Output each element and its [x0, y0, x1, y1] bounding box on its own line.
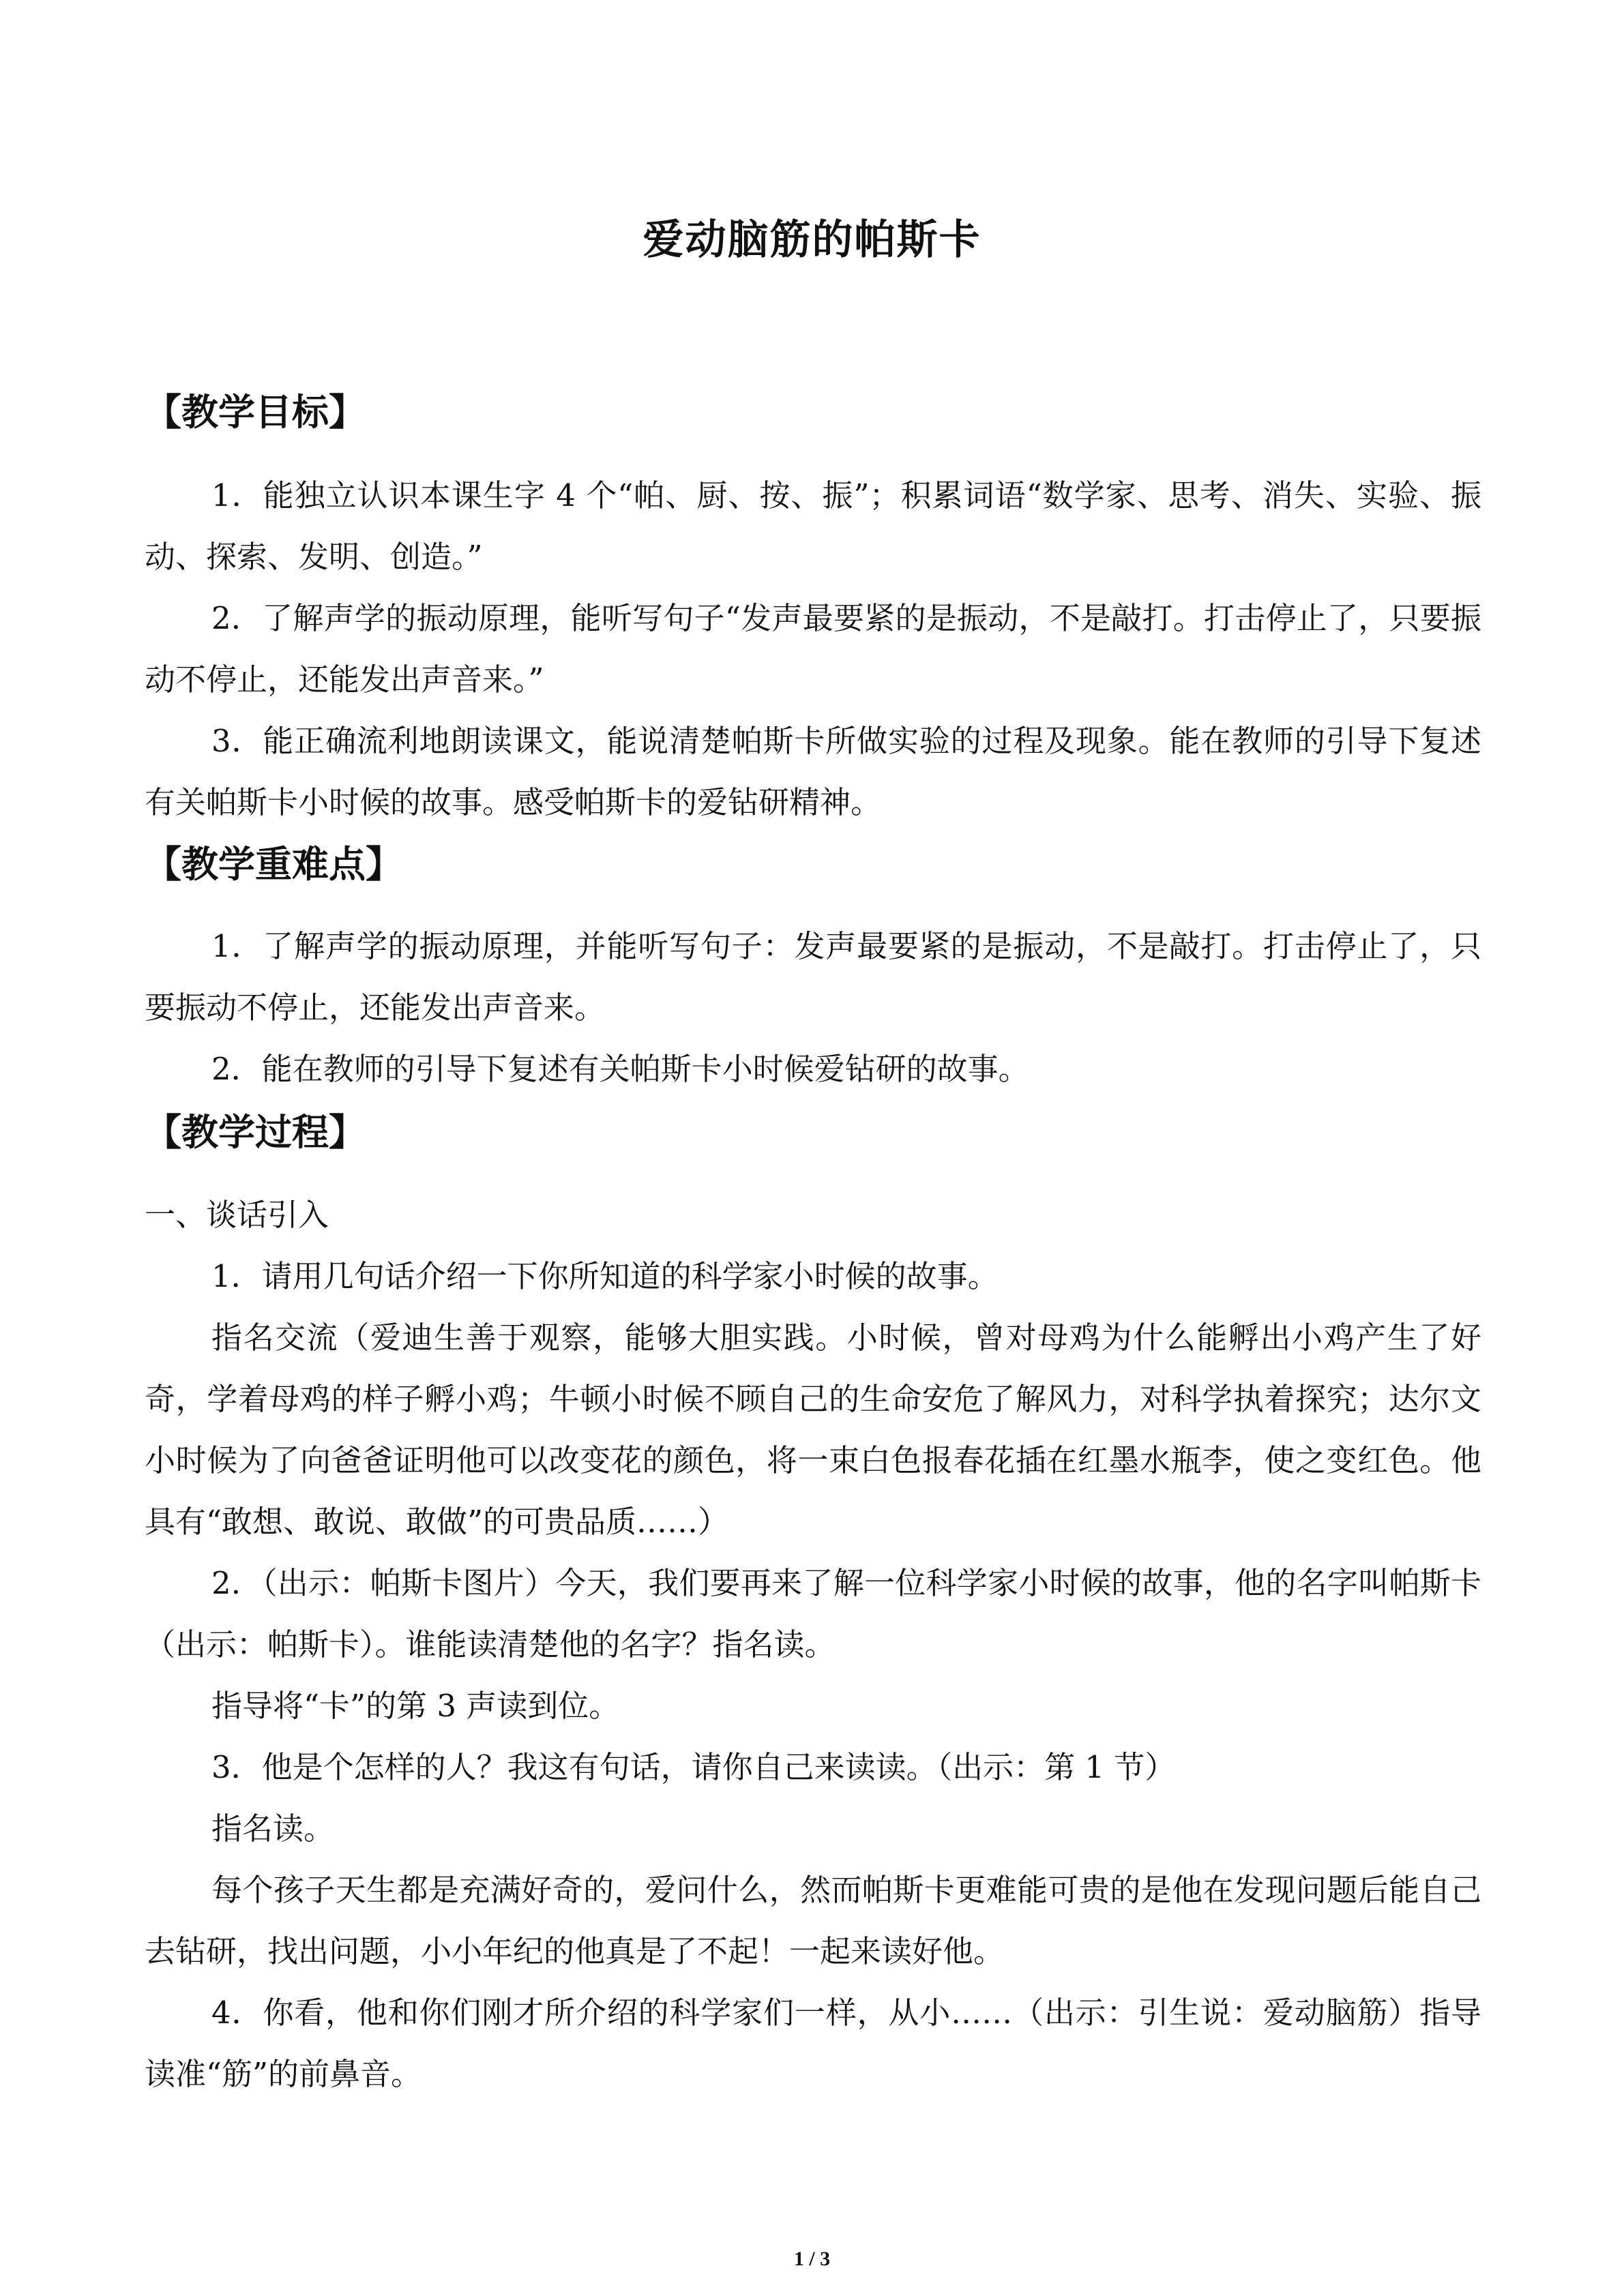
process-paragraph-8: 4．你看，他和你们刚才所介绍的科学家们一样，从小……（出示：引生说：爱动脑筋）指导读准“筋”的前鼻音。: [145, 1995, 1481, 2092]
process-paragraph-3: 2．（出示：帕斯卡图片）今天，我们要再来了解一位科学家小时候的故事，他的名字叫帕斯卡（出示：帕斯卡）。谁能读清楚他的名字？指名读。: [145, 1565, 1481, 1663]
process-paragraph-5: 3．他是个怎样的人？我这有句话，请你自己来读读。（出示：第 1 节）: [211, 1749, 1176, 1785]
heading-teaching-goals: 【教学目标】: [145, 391, 366, 434]
heading-teaching-process: 【教学过程】: [145, 1111, 366, 1154]
goal-paragraph-3: 3．能正确流利地朗读课文，能说清楚帕斯卡所做实验的过程及现象。能在教师的引导下复述有关帕斯卡小时候的故事。感受帕斯卡的爱钻研精神。: [145, 723, 1481, 820]
key-point-paragraph-1: 1．了解声学的振动原理，并能听写句子：发声最要紧的是振动，不是敲打。打击停止了，只要振动不停止，还能发出声音来。: [145, 928, 1481, 1026]
goal-paragraph-2: 2．了解声学的振动原理，能听写句子“发声最要紧的是振动，不是敲打。打击停止了，只要振动不停止，还能发出声音来。”: [145, 600, 1481, 698]
process-paragraph-2: 指名交流（爱迪生善于观察，能够大胆实践。小时候，曾对母鸡为什么能孵出小鸡产生了好奇，学着母鸡的样子孵小鸡；牛顿小时候不顾自己的生命安危了解风力，对科学执着探究；达尔文小时候为了向爸爸证明他可以改变花的颜色，将一束白色报春花插在红墨水瓶李，使之变红色。他具有“敢想、敢说、敢做”的可贵品质……）: [145, 1320, 1481, 1540]
goal-paragraph-1: 1．能独立认识本课生字 4 个“帕、厨、按、振”；积累词语“数学家、思考、消失、实验、振动、探索、发明、创造。”: [145, 477, 1481, 575]
document-title: 爱动脑筋的帕斯卡: [643, 216, 981, 264]
page-number: 1 / 3: [793, 2248, 831, 2270]
heading-key-points: 【教学重难点】: [145, 843, 402, 886]
process-paragraph-1: 1．请用几句话介绍一下你所知道的科学家小时候的故事。: [211, 1258, 999, 1294]
process-paragraph-6: 指名读。: [211, 1810, 335, 1847]
process-paragraph-4: 指导将“卡”的第 3 声读到位。: [211, 1688, 620, 1724]
section-title-part-one: 一、谈话引入: [145, 1197, 329, 1233]
process-paragraph-7: 每个孩子天生都是充满好奇的，爱问什么，然而帕斯卡更难能可贵的是他在发现问题后能自己去钻研，找出问题，小小年纪的他真是了不起！一起来读好他。: [145, 1872, 1481, 1969]
key-point-paragraph-2: 2．能在教师的引导下复述有关帕斯卡小时候爱钻研的故事。: [211, 1051, 1029, 1087]
